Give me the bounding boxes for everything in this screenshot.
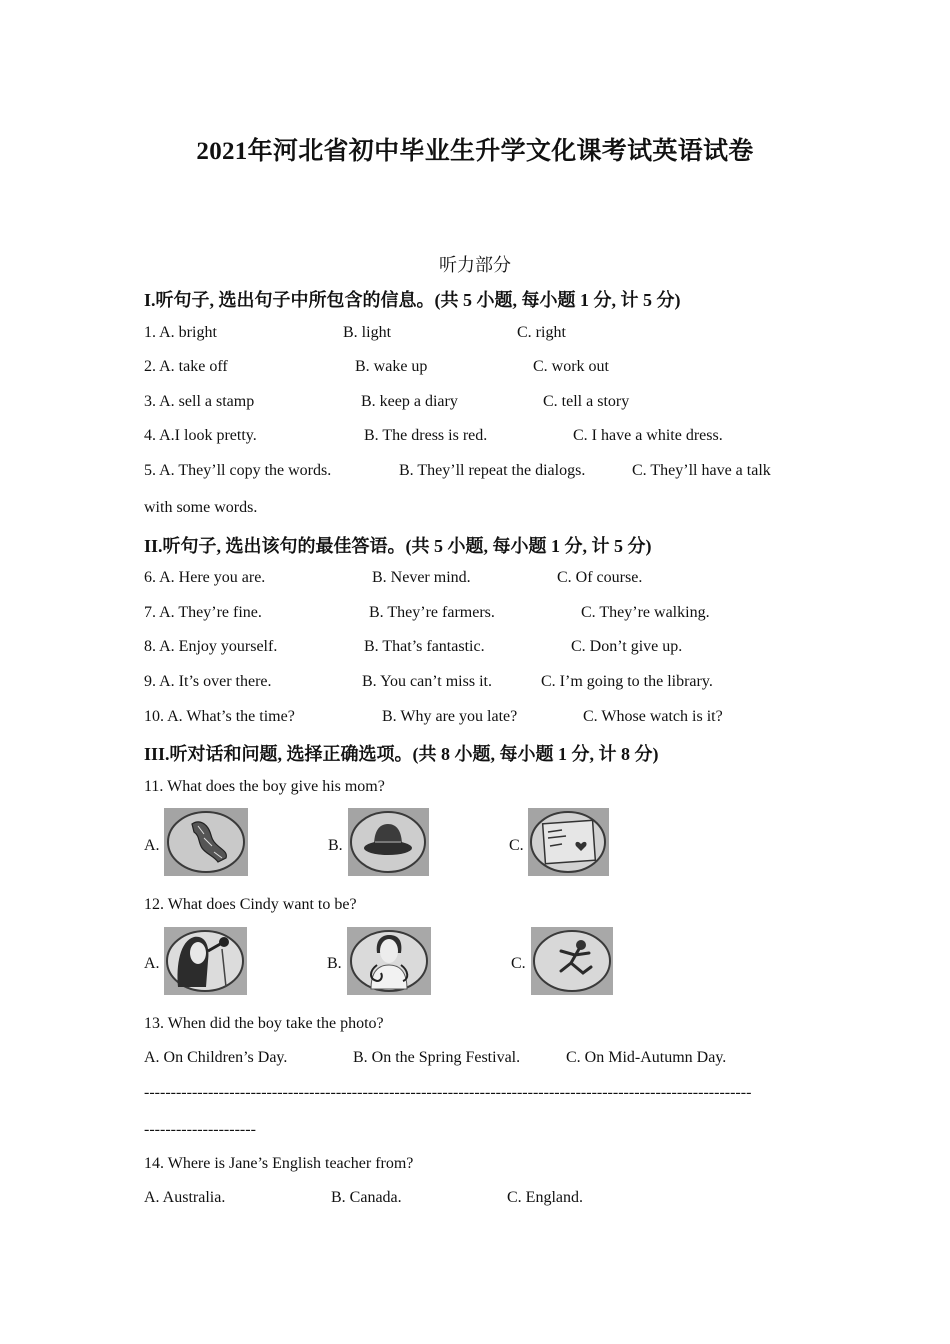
q14-option-a: A. Australia. [144, 1189, 226, 1206]
q3-option-c: C. tell a story [543, 393, 630, 410]
q2-option-c: C. work out [533, 358, 609, 375]
q2-option-b: B. wake up [355, 358, 428, 375]
q12-label-a: A. [144, 955, 160, 972]
q7-option-b: B. They’re farmers. [369, 604, 495, 621]
page-divider-line-2: --------------------- [144, 1121, 256, 1138]
q9-option-b: B. You can’t miss it. [362, 673, 492, 690]
singer-picture [164, 927, 247, 995]
dancer-picture [531, 927, 613, 995]
q10-option-a: 10. A. What’s the time? [144, 708, 295, 725]
q6-option-a: 6. A. Here you are. [144, 569, 266, 586]
q11-label-a: A. [144, 837, 160, 854]
q14-option-b: B. Canada. [331, 1189, 402, 1206]
q14-option-c: C. England. [507, 1189, 583, 1206]
q3-option-b: B. keep a diary [361, 393, 458, 410]
q11-label-c: C. [509, 837, 524, 854]
q12-label-c: C. [511, 955, 526, 972]
q10-option-b: B. Why are you late? [382, 708, 518, 725]
page-title: 2021年河北省初中毕业生升学文化课考试英语试卷 [196, 138, 754, 165]
q9-option-c: C. I’m going to the library. [541, 673, 713, 690]
section-2-heading: II.听句子, 选出该句的最佳答语。(共 5 小题, 每小题 1 分, 计 5 分) [144, 536, 652, 556]
q3-option-a: 3. A. sell a stamp [144, 393, 255, 410]
q5-option-b: B. They’ll repeat the dialogs. [399, 462, 586, 479]
doctor-picture [347, 927, 431, 995]
q5-option-c-continued: with some words. [144, 499, 258, 516]
q13-option-b: B. On the Spring Festival. [353, 1049, 521, 1066]
q9-option-a: 9. A. It’s over there. [144, 673, 272, 690]
q11-label-b: B. [328, 837, 343, 854]
card-picture [528, 808, 609, 876]
q11-question: 11. What does the boy give his mom? [144, 778, 385, 795]
q12-label-b: B. [327, 955, 342, 972]
section-1-heading: I.听句子, 选出句子中所包含的信息。(共 5 小题, 每小题 1 分, 计 5 分) [144, 290, 681, 310]
q10-option-c: C. Whose watch is it? [583, 708, 723, 725]
q7-option-a: 7. A. They’re fine. [144, 604, 262, 621]
listening-subtitle: 听力部分 [439, 255, 511, 275]
section-3-heading: III.听对话和问题, 选择正确选项。(共 8 小题, 每小题 1 分, 计 8 分) [144, 744, 659, 764]
q4-option-a: 4. A.I look pretty. [144, 427, 257, 444]
page-divider-line-1: ------------------------------------------------------------------------------------------------------------------ [144, 1084, 752, 1101]
q1-option-c: C. right [517, 324, 566, 341]
q6-option-b: B. Never mind. [372, 569, 471, 586]
q2-option-a: 2. A. take off [144, 358, 228, 375]
q13-question: 13. When did the boy take the photo? [144, 1015, 384, 1032]
q6-option-c: C. Of course. [557, 569, 643, 586]
q1-option-b: B. light [343, 324, 392, 341]
q12-question: 12. What does Cindy want to be? [144, 896, 357, 913]
q8-option-c: C. Don’t give up. [571, 638, 683, 655]
q4-option-b: B. The dress is red. [364, 427, 488, 444]
scarf-picture [164, 808, 248, 876]
q5-option-a: 5. A. They’ll copy the words. [144, 462, 332, 479]
q5-option-c: C. They’ll have a talk [632, 462, 771, 479]
q7-option-c: C. They’re walking. [581, 604, 710, 621]
q13-option-a: A. On Children’s Day. [144, 1049, 288, 1066]
q13-option-c: C. On Mid-Autumn Day. [566, 1049, 727, 1066]
q8-option-a: 8. A. Enjoy yourself. [144, 638, 278, 655]
hat-picture [348, 808, 429, 876]
q14-question: 14. Where is Jane’s English teacher from? [144, 1155, 414, 1172]
q4-option-c: C. I have a white dress. [573, 427, 723, 444]
q8-option-b: B. That’s fantastic. [364, 638, 485, 655]
q1-option-a: 1. A. bright [144, 324, 217, 341]
